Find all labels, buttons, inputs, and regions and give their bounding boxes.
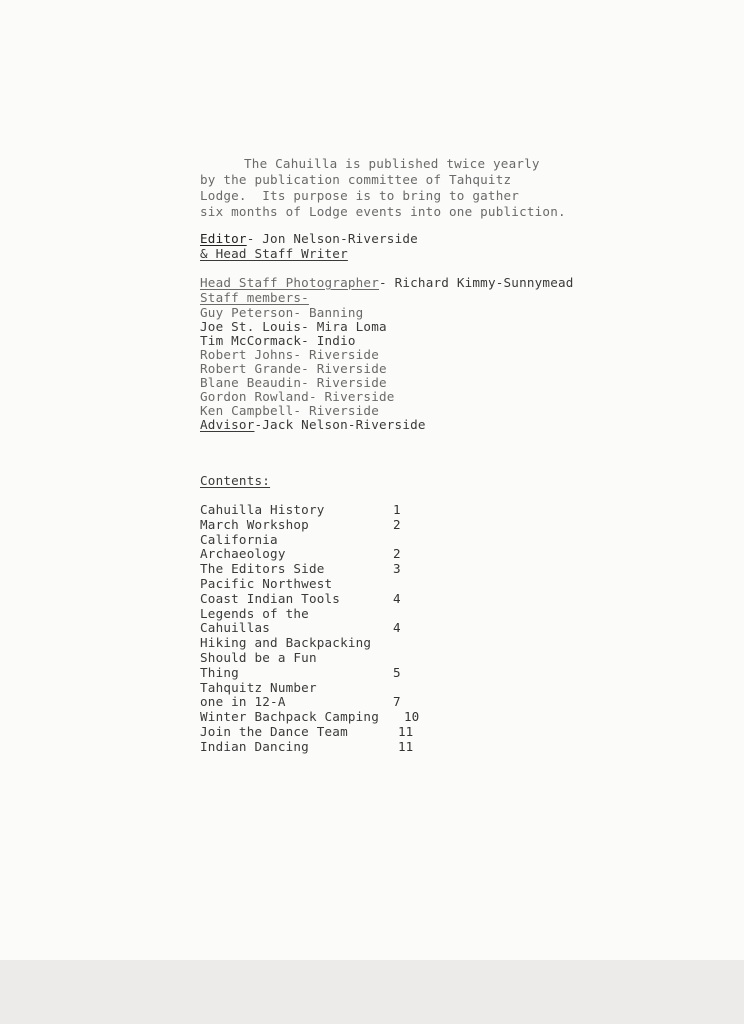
editor-line-2: & Head Staff Writer bbox=[200, 246, 348, 261]
photographer-line bbox=[200, 275, 574, 290]
staff-label: Staff members- bbox=[200, 290, 309, 305]
staff-member: Ken Campbell- Riverside bbox=[200, 403, 379, 418]
contents-entry-line: Indian Dancing bbox=[200, 738, 309, 754]
advisor-label: Advisor bbox=[200, 417, 255, 432]
contents-page-number: 2 bbox=[393, 516, 401, 532]
contents-entry-line: Should be a Fun bbox=[200, 650, 317, 665]
staff-member: Robert Johns- Riverside bbox=[200, 347, 379, 362]
contents-entry-line: Legends of the bbox=[200, 605, 309, 621]
advisor-line bbox=[200, 417, 426, 432]
staff-member: Gordon Rowland- Riverside bbox=[200, 389, 395, 404]
editor-text: - Jon Nelson-Riverside bbox=[246, 231, 418, 246]
intro-line-2: by the publication committee of Tahquitz bbox=[200, 172, 512, 187]
contents-page-number: 3 bbox=[393, 561, 401, 577]
contents-entry-line: Pacific Northwest bbox=[200, 576, 333, 591]
photographer-text: - Richard Kimmy-Sunnymead bbox=[379, 275, 574, 290]
staff-member: Robert Grande- Riverside bbox=[200, 361, 387, 376]
contents-page-number: 5 bbox=[393, 664, 401, 680]
contents-entry-line: The Editors Side bbox=[200, 561, 325, 577]
intro-line-1: The Cahuilla is published twice yearly bbox=[244, 156, 540, 171]
contents-entry-line: Winter Bachpack Camping bbox=[200, 709, 379, 725]
contents-page-number: 11 bbox=[398, 738, 414, 754]
contents-page-number: 4 bbox=[393, 590, 401, 606]
staff-member: Guy Peterson- Banning bbox=[200, 305, 364, 320]
contents-entry-line: Join the Dance Team bbox=[200, 724, 348, 739]
photographer-label: Head Staff Photographer bbox=[200, 275, 379, 290]
contents-page-number: 10 bbox=[404, 709, 420, 725]
contents-label: Contents: bbox=[200, 473, 271, 488]
contents-entry-line: Coast Indian Tools bbox=[200, 590, 341, 606]
contents-entry-line: March Workshop bbox=[200, 516, 309, 532]
contents-page-number: 1 bbox=[393, 502, 401, 517]
staff-member: Blane Beaudin- Riverside bbox=[200, 375, 387, 390]
contents-entry-line: Cahuilla History bbox=[200, 502, 325, 517]
contents-page-number: 11 bbox=[398, 724, 414, 739]
contents-entry-line: Thing bbox=[200, 664, 239, 680]
editor-line bbox=[200, 231, 418, 246]
staff-member: Joe St. Louis- Mira Loma bbox=[200, 319, 387, 334]
contents-entry-line: Cahuillas bbox=[200, 620, 271, 636]
advisor-text: -Jack Nelson-Riverside bbox=[254, 417, 426, 432]
contents-entry-line: California bbox=[200, 531, 278, 547]
contents-page-number: 2 bbox=[393, 546, 401, 562]
staff-member: Tim McCormack- Indio bbox=[200, 333, 356, 348]
contents-entry-line: Hiking and Backpacking bbox=[200, 635, 372, 651]
contents-entry-line: Tahquitz Number bbox=[200, 679, 317, 695]
intro-line-4: six months of Lodge events into one publiction. bbox=[200, 204, 566, 219]
editor-label: Editor bbox=[200, 231, 247, 246]
contents-entry-line: one in 12-A bbox=[200, 694, 286, 710]
contents-page-number: 4 bbox=[393, 620, 401, 636]
intro-line-3: Lodge. Its purpose is to bring to gather bbox=[200, 188, 520, 203]
contents-page-number: 7 bbox=[393, 694, 401, 710]
contents-entry-line: Archaeology bbox=[200, 546, 286, 562]
